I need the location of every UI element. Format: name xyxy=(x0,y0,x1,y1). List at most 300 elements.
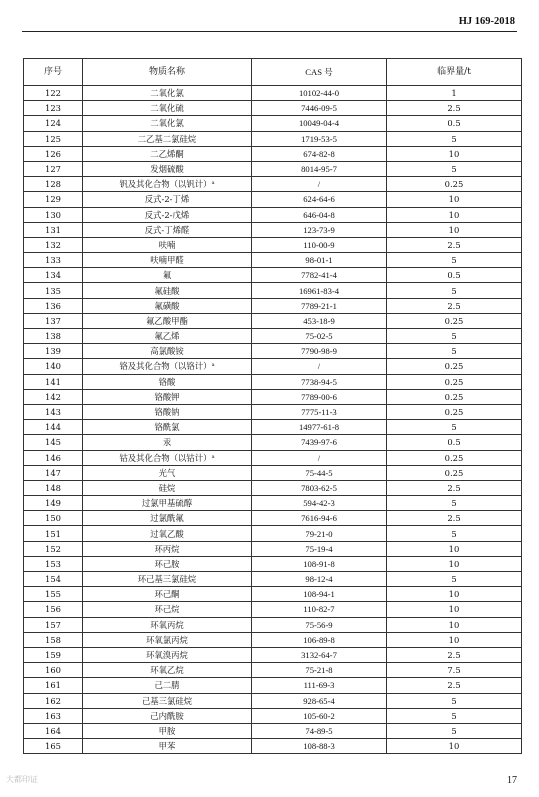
footnote-marker: a xyxy=(211,180,215,187)
row-cas-text: 108-94-1 xyxy=(303,589,335,600)
row-index xyxy=(24,739,83,754)
row-threshold xyxy=(387,131,522,146)
row-cas-text: 10049-04-4 xyxy=(298,118,340,129)
row-cas-text: 7803-62-5 xyxy=(301,482,337,493)
row-substance xyxy=(83,496,252,511)
row-substance-text: 环己酮 xyxy=(154,589,180,600)
row-threshold xyxy=(387,329,522,344)
row-cas xyxy=(252,602,387,617)
row-threshold-text: 10 xyxy=(448,148,460,159)
row-substance-text: 反式-2-丁烯 xyxy=(144,194,190,205)
row-threshold-text: 10 xyxy=(448,604,460,615)
row-substance xyxy=(83,207,252,222)
row-threshold xyxy=(387,192,522,207)
row-index xyxy=(24,526,83,541)
table-row xyxy=(24,420,522,435)
row-cas xyxy=(252,632,387,647)
row-threshold-text: 0.25 xyxy=(444,391,464,402)
row-substance xyxy=(83,556,252,571)
row-threshold-text: 0.5 xyxy=(447,118,461,129)
row-threshold xyxy=(387,313,522,328)
row-index-text: 128 xyxy=(45,179,61,190)
table-row xyxy=(24,647,522,662)
row-index-text: 137 xyxy=(45,315,61,326)
row-cas-text: 106-89-8 xyxy=(303,634,335,645)
row-index-text: 129 xyxy=(45,194,61,205)
row-substance xyxy=(83,663,252,678)
table-row xyxy=(24,465,522,480)
row-threshold xyxy=(387,511,522,526)
row-threshold-text: 0.25 xyxy=(444,407,464,418)
row-substance-text: 过氧乙酸 xyxy=(150,528,184,539)
row-threshold-text: 0.5 xyxy=(447,270,461,281)
table-row xyxy=(24,344,522,359)
row-substance xyxy=(83,480,252,495)
row-threshold-text: 2.5 xyxy=(447,650,461,661)
row-cas-text: 108-91-8 xyxy=(303,558,335,569)
table-row xyxy=(24,374,522,389)
row-cas xyxy=(252,329,387,344)
row-index-text: 155 xyxy=(45,589,61,600)
row-cas xyxy=(252,450,387,465)
row-threshold xyxy=(387,450,522,465)
row-index xyxy=(24,101,83,116)
row-threshold-text: 5 xyxy=(451,255,457,266)
header-rule xyxy=(22,31,517,32)
row-cas xyxy=(252,572,387,587)
row-index-text: 140 xyxy=(45,361,61,372)
row-cas-text: 75-21-8 xyxy=(305,665,333,676)
table-row xyxy=(24,587,522,602)
row-index-text: 125 xyxy=(45,133,61,144)
row-substance-text: 高氯酸铵 xyxy=(150,346,184,357)
row-substance-text: 铬及其化合物（以铬计） xyxy=(119,361,212,372)
row-index xyxy=(24,329,83,344)
row-index-text: 156 xyxy=(45,604,61,615)
row-substance xyxy=(83,177,252,192)
row-threshold-text: 5 xyxy=(451,331,457,342)
row-index-text: 151 xyxy=(45,528,61,539)
row-cas-text: 8014-95-7 xyxy=(301,164,337,175)
row-cas-text: 110-00-9 xyxy=(303,239,335,250)
row-threshold-text: 0.25 xyxy=(444,467,464,478)
row-threshold-text: 0.25 xyxy=(444,179,464,190)
row-threshold xyxy=(387,739,522,754)
row-substance xyxy=(83,101,252,116)
row-index xyxy=(24,708,83,723)
table-row xyxy=(24,177,522,192)
row-index xyxy=(24,496,83,511)
table-row xyxy=(24,389,522,404)
row-substance xyxy=(83,435,252,450)
table-row xyxy=(24,739,522,754)
row-cas xyxy=(252,739,387,754)
row-cas-text: 14977-61-8 xyxy=(298,422,340,433)
row-threshold-text: 10 xyxy=(448,558,460,569)
row-substance xyxy=(83,541,252,556)
table-row xyxy=(24,161,522,176)
row-substance xyxy=(83,632,252,647)
footnote-marker: a xyxy=(211,362,215,369)
row-cas-text: 75-02-5 xyxy=(305,331,333,342)
row-cas xyxy=(252,374,387,389)
row-substance-text: 环氧氯丙烷 xyxy=(146,634,188,645)
row-threshold xyxy=(387,268,522,283)
row-substance xyxy=(83,389,252,404)
row-cas xyxy=(252,496,387,511)
row-threshold-text: 0.5 xyxy=(447,437,461,448)
row-cas xyxy=(252,708,387,723)
row-cas-text: 3132-64-7 xyxy=(301,650,337,661)
row-threshold xyxy=(387,693,522,708)
row-threshold xyxy=(387,298,522,313)
row-threshold-text: 5 xyxy=(451,498,457,509)
row-index xyxy=(24,146,83,161)
row-index xyxy=(24,587,83,602)
row-index-text: 165 xyxy=(45,741,61,752)
row-threshold xyxy=(387,617,522,632)
row-cas-text: 98-01-1 xyxy=(305,255,333,266)
row-cas-text: 10102-44-0 xyxy=(298,88,340,99)
row-threshold xyxy=(387,602,522,617)
row-substance-text: 二氧化硫 xyxy=(150,103,184,114)
row-threshold xyxy=(387,663,522,678)
row-index xyxy=(24,389,83,404)
row-threshold-text: 5 xyxy=(451,528,457,539)
row-index xyxy=(24,404,83,419)
row-cas-text: / xyxy=(317,361,321,372)
row-cas-text: 7789-00-6 xyxy=(301,391,337,402)
row-substance-text: 铬酸 xyxy=(158,376,176,387)
row-cas xyxy=(252,389,387,404)
row-cas xyxy=(252,511,387,526)
row-cas xyxy=(252,617,387,632)
table-row xyxy=(24,663,522,678)
row-substance-text: 环氧溴丙烷 xyxy=(146,650,188,661)
row-index-text: 153 xyxy=(45,558,61,569)
table-row xyxy=(24,283,522,298)
row-index xyxy=(24,131,83,146)
row-substance xyxy=(83,329,252,344)
row-threshold-text: 10 xyxy=(448,224,460,235)
row-index xyxy=(24,572,83,587)
row-cas xyxy=(252,541,387,556)
table-row xyxy=(24,723,522,738)
row-substance xyxy=(83,465,252,480)
row-index xyxy=(24,222,83,237)
row-index-text: 147 xyxy=(45,467,61,478)
row-cas-text: 111-69-3 xyxy=(303,680,335,691)
row-index-text: 150 xyxy=(45,513,61,524)
row-substance xyxy=(83,420,252,435)
row-substance xyxy=(83,116,252,131)
row-substance-text: 钒及其化合物（以钒计） xyxy=(119,179,212,190)
row-index xyxy=(24,420,83,435)
row-threshold-text: 10 xyxy=(448,543,460,554)
row-index xyxy=(24,207,83,222)
row-substance-text: 呋喃甲醛 xyxy=(150,255,184,266)
row-substance-text: 二氧化氯 xyxy=(150,88,184,99)
table-row xyxy=(24,192,522,207)
row-substance-text: 二乙烯酮 xyxy=(150,148,184,159)
table-row xyxy=(24,86,522,101)
row-cas xyxy=(252,678,387,693)
row-substance-text: 二乙基二氯硅烷 xyxy=(137,133,197,144)
row-substance xyxy=(83,283,252,298)
table-row xyxy=(24,222,522,237)
table-row xyxy=(24,116,522,131)
row-index xyxy=(24,313,83,328)
row-index-text: 148 xyxy=(45,482,61,493)
row-substance-text: 汞 xyxy=(162,437,172,448)
row-index-text: 149 xyxy=(45,498,61,509)
row-cas-text: 7439-97-6 xyxy=(301,437,337,448)
row-threshold-text: 5 xyxy=(451,710,457,721)
row-substance-text: 环己基三氯硅烷 xyxy=(137,574,197,585)
row-index xyxy=(24,116,83,131)
row-threshold xyxy=(387,253,522,268)
row-threshold xyxy=(387,723,522,738)
row-substance-text: 铬酸钠 xyxy=(154,407,180,418)
row-index xyxy=(24,602,83,617)
row-threshold-text: 2.5 xyxy=(447,103,461,114)
table-row xyxy=(24,313,522,328)
row-substance xyxy=(83,678,252,693)
row-cas-text: / xyxy=(317,179,321,190)
row-substance xyxy=(83,359,252,374)
row-substance xyxy=(83,313,252,328)
row-substance-text: 氟乙烯 xyxy=(154,331,180,342)
table-row xyxy=(24,207,522,222)
row-threshold-text: 10 xyxy=(448,619,460,630)
row-substance-text: 过氯酰氟 xyxy=(150,513,184,524)
table-row xyxy=(24,617,522,632)
substance-threshold-table xyxy=(23,58,522,754)
row-threshold xyxy=(387,647,522,662)
row-index xyxy=(24,465,83,480)
row-cas-text: 594-42-3 xyxy=(303,498,335,509)
row-index-text: 160 xyxy=(45,665,61,676)
row-cas xyxy=(252,116,387,131)
row-index-text: 157 xyxy=(45,619,61,630)
row-cas xyxy=(252,101,387,116)
row-substance xyxy=(83,647,252,662)
row-substance-text: 环氧丙烷 xyxy=(150,619,184,630)
table-row xyxy=(24,253,522,268)
row-threshold-text: 2.5 xyxy=(447,239,461,250)
row-cas-text: 123-73-9 xyxy=(303,224,335,235)
row-substance xyxy=(83,298,252,313)
row-cas-text: 79-21-0 xyxy=(305,528,333,539)
table-row xyxy=(24,146,522,161)
row-threshold xyxy=(387,526,522,541)
row-index-text: 133 xyxy=(45,255,61,266)
row-threshold xyxy=(387,146,522,161)
table-row xyxy=(24,480,522,495)
col-header-cas: CAS 号 xyxy=(252,59,387,86)
row-cas xyxy=(252,556,387,571)
row-cas-text: 674-82-8 xyxy=(303,148,335,159)
row-threshold xyxy=(387,420,522,435)
row-index-text: 159 xyxy=(45,650,61,661)
row-threshold-text: 5 xyxy=(451,725,457,736)
row-threshold xyxy=(387,86,522,101)
row-index-text: 131 xyxy=(45,224,61,235)
row-index xyxy=(24,253,83,268)
row-threshold-text: 5 xyxy=(451,574,457,585)
row-threshold-text: 5 xyxy=(451,422,457,433)
row-substance-text: 甲苯 xyxy=(158,741,176,752)
table-row xyxy=(24,329,522,344)
row-index xyxy=(24,283,83,298)
row-index xyxy=(24,161,83,176)
row-index-text: 126 xyxy=(45,148,61,159)
row-cas-text: 1719-53-5 xyxy=(301,133,337,144)
row-cas-text: 16961-83-4 xyxy=(298,285,340,296)
row-threshold xyxy=(387,374,522,389)
row-cas-text: 75-56-9 xyxy=(305,619,333,630)
table-row xyxy=(24,268,522,283)
row-threshold xyxy=(387,496,522,511)
table-row xyxy=(24,496,522,511)
row-cas xyxy=(252,268,387,283)
row-cas xyxy=(252,283,387,298)
row-index-text: 161 xyxy=(45,680,61,691)
row-substance-text: 反式-丁烯醛 xyxy=(144,224,190,235)
row-index-text: 144 xyxy=(45,422,61,433)
row-threshold xyxy=(387,465,522,480)
row-threshold-text: 2.5 xyxy=(447,513,461,524)
row-cas xyxy=(252,435,387,450)
row-substance-text: 过氯甲基硫醇 xyxy=(141,498,193,509)
row-threshold-text: 10 xyxy=(448,589,460,600)
row-threshold xyxy=(387,435,522,450)
row-cas xyxy=(252,587,387,602)
row-threshold xyxy=(387,480,522,495)
row-index xyxy=(24,632,83,647)
row-index xyxy=(24,617,83,632)
table-row xyxy=(24,450,522,465)
row-threshold-text: 2.5 xyxy=(447,482,461,493)
row-cas-text: 75-44-5 xyxy=(305,467,333,478)
row-substance-text: 环丙烷 xyxy=(154,543,180,554)
row-cas xyxy=(252,723,387,738)
watermark-logo: 大都印证 xyxy=(6,775,38,784)
row-substance-text: 发烟硫酸 xyxy=(150,164,184,175)
row-threshold-text: 0.25 xyxy=(444,452,464,463)
row-index xyxy=(24,374,83,389)
row-threshold-text: 10 xyxy=(448,634,460,645)
table-row xyxy=(24,632,522,647)
row-cas xyxy=(252,207,387,222)
row-substance xyxy=(83,253,252,268)
row-substance-text: 环己胺 xyxy=(154,558,180,569)
row-index-text: 154 xyxy=(45,574,61,585)
row-threshold-text: 5 xyxy=(451,346,457,357)
row-substance xyxy=(83,617,252,632)
row-substance-text: 呋喃 xyxy=(158,239,176,250)
row-index-text: 145 xyxy=(45,437,61,448)
row-index xyxy=(24,556,83,571)
row-substance xyxy=(83,268,252,283)
row-substance-text: 硅烷 xyxy=(158,482,176,493)
row-index xyxy=(24,678,83,693)
row-index xyxy=(24,435,83,450)
row-index-text: 135 xyxy=(45,285,61,296)
table-body xyxy=(24,86,522,754)
row-index-text: 141 xyxy=(45,376,61,387)
row-cas xyxy=(252,192,387,207)
row-cas xyxy=(252,359,387,374)
row-substance-text: 铬酸钾 xyxy=(154,391,180,402)
row-cas-text: 7446-09-5 xyxy=(301,103,337,114)
row-threshold xyxy=(387,572,522,587)
row-cas xyxy=(252,404,387,419)
row-cas xyxy=(252,86,387,101)
row-threshold xyxy=(387,344,522,359)
row-substance xyxy=(83,374,252,389)
row-threshold-text: 5 xyxy=(451,285,457,296)
row-substance-text: 己内酰胺 xyxy=(150,710,184,721)
row-index-text: 136 xyxy=(45,300,61,311)
table-row xyxy=(24,131,522,146)
row-substance xyxy=(83,131,252,146)
row-index xyxy=(24,237,83,252)
row-cas xyxy=(252,161,387,176)
row-index-text: 134 xyxy=(45,270,61,281)
row-substance xyxy=(83,693,252,708)
row-substance xyxy=(83,572,252,587)
row-index xyxy=(24,86,83,101)
row-cas xyxy=(252,465,387,480)
row-substance-text: 己二腈 xyxy=(154,680,180,691)
row-threshold-text: 5 xyxy=(451,695,457,706)
row-index-text: 143 xyxy=(45,407,61,418)
table-row xyxy=(24,404,522,419)
col-header-substance: 物质名称 xyxy=(83,59,252,86)
row-threshold xyxy=(387,541,522,556)
row-threshold xyxy=(387,222,522,237)
row-threshold xyxy=(387,632,522,647)
row-index xyxy=(24,177,83,192)
row-cas-text: 7790-98-9 xyxy=(301,346,337,357)
row-cas xyxy=(252,647,387,662)
row-substance-text: 钴及其化合物（以钴计） xyxy=(119,452,212,463)
row-substance-text: 甲胺 xyxy=(158,725,176,736)
row-index-text: 162 xyxy=(45,695,61,706)
row-cas-text: 110-82-7 xyxy=(303,604,335,615)
row-index xyxy=(24,359,83,374)
row-threshold xyxy=(387,556,522,571)
table-row xyxy=(24,511,522,526)
row-threshold-text: 7.5 xyxy=(447,665,461,676)
row-threshold xyxy=(387,161,522,176)
row-cas-text: 7789-21-1 xyxy=(301,300,337,311)
row-cas-text: 7738-94-5 xyxy=(301,376,337,387)
row-substance xyxy=(83,344,252,359)
row-substance-text: 环己烷 xyxy=(154,604,180,615)
row-threshold xyxy=(387,237,522,252)
row-substance xyxy=(83,708,252,723)
row-index-text: 127 xyxy=(45,164,61,175)
row-substance xyxy=(83,86,252,101)
row-index-text: 139 xyxy=(45,346,61,357)
row-index xyxy=(24,693,83,708)
table-row xyxy=(24,693,522,708)
row-index-text: 152 xyxy=(45,543,61,554)
row-threshold-text: 5 xyxy=(451,133,457,144)
row-substance-text: 氟乙酸甲酯 xyxy=(146,315,188,326)
